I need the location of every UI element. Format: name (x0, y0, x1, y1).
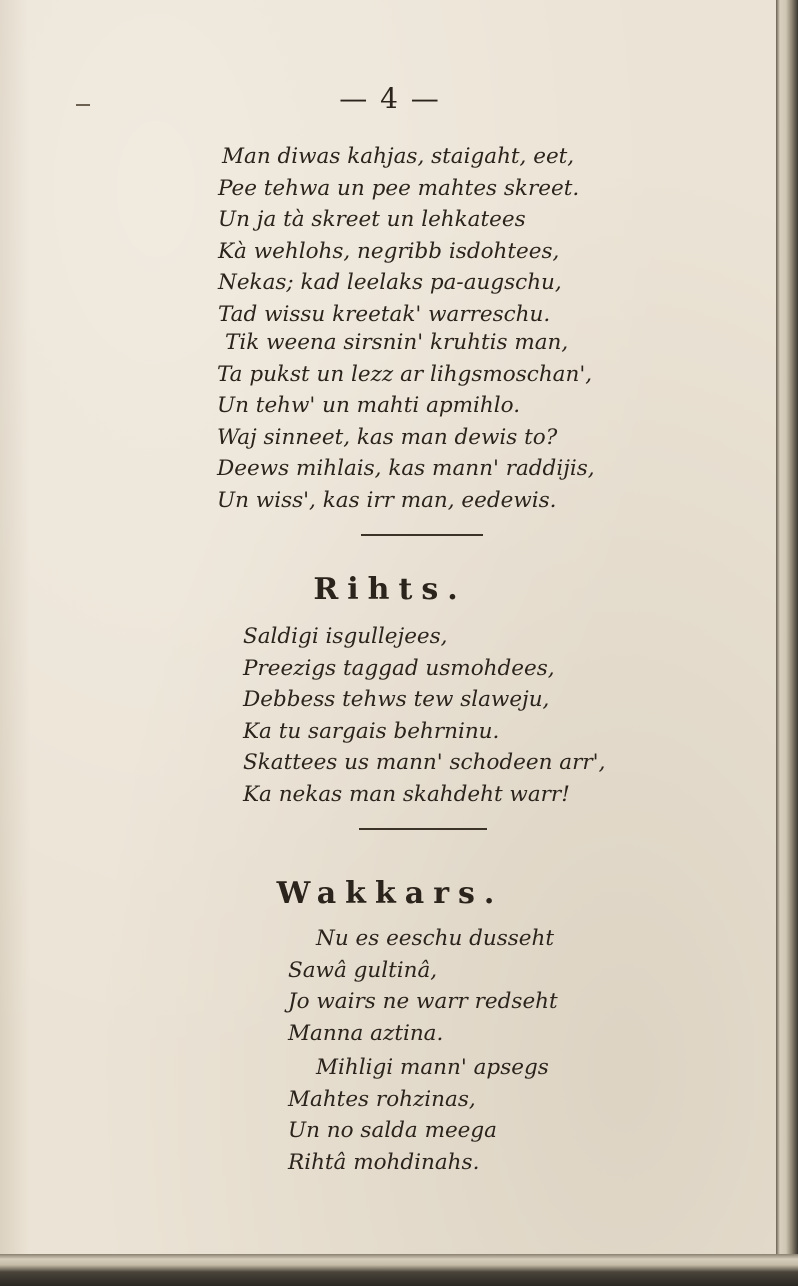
poem-title-rihts: Rihts. (313, 572, 467, 607)
poem-line: Sawâ gultinâ, (288, 957, 438, 983)
poem-line: Preezigs taggad usmohdees, (243, 655, 555, 681)
page-edge-right (776, 0, 798, 1286)
poem-line: Manna aztina. (288, 1020, 444, 1046)
poem-line: Ta pukst un lezz ar lihgsmoschan', (217, 361, 593, 387)
poem-line: Skattees us mann' schodeen arr', (243, 750, 606, 776)
poem-line: Waj sinneet, kas man dewis to? (217, 424, 558, 450)
poem-line: Jo wairs ne warr redseht (288, 989, 558, 1015)
poem-line: Deews mihlais, kas mann' raddijis, (217, 456, 595, 482)
poem-line: Un no salda meega (288, 1118, 497, 1144)
poem-line: Man diwas kahjas, staigaht, eet, (222, 144, 575, 169)
poem-line: Tik weena sirsnin' kruhtis man, (225, 330, 569, 355)
poem-line: Mihligi mann' apsegs (316, 1055, 549, 1080)
poem-line: Ka tu sargais behrninu. (243, 718, 500, 744)
poem-line: Pee tehwa un pee mahtes skreet. (218, 175, 580, 201)
poem-line: Debbess tehws tew slaweju, (243, 687, 550, 713)
page-edge-bottom (0, 1254, 798, 1286)
poem-line: Un tehw' un mahti apmihlo. (217, 393, 521, 419)
poem-line: Saldigi isgullejees, (243, 624, 448, 649)
section-divider (361, 534, 483, 536)
poem-line: Nekas; kad leelaks pa-augschu, (218, 270, 562, 296)
poem-title-wakkars: Wakkars. (276, 876, 504, 911)
poem-line: Rihtâ mohdinahs. (288, 1149, 480, 1175)
poem-line: Un ja tà skreet un lehkatees (218, 207, 526, 233)
poem-line: Ka nekas man skahdeht warr! (243, 781, 570, 807)
poem3-stanza2 (288, 1052, 549, 1178)
poem1-stanza2 (217, 327, 595, 517)
page-number: — 4 — (339, 82, 441, 115)
poem-line: Un wiss', kas irr man, eedewis. (217, 487, 557, 513)
poem-line: Mahtes rohzinas, (288, 1086, 476, 1112)
poem1-stanza1 (218, 141, 580, 331)
section-divider (359, 828, 487, 830)
poem3-stanza1 (288, 923, 558, 1049)
poem-line: Tad wissu kreetak' warreschu. (218, 301, 551, 327)
poem-line: Nu es eeschu dusseht (316, 926, 555, 951)
poem2-stanza (243, 621, 605, 811)
poem-line: Kà wehlohs, negribb isdohtees, (218, 238, 560, 264)
